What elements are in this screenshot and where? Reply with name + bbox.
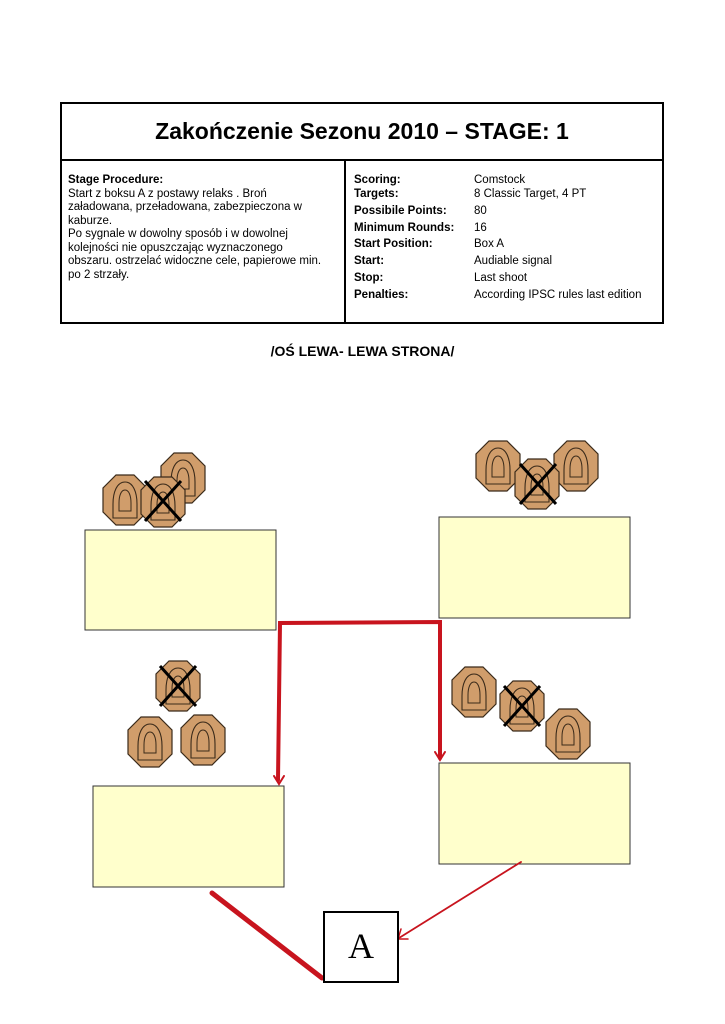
procedure-line: kaburze. (68, 214, 113, 227)
target-group-top-left (103, 453, 205, 527)
paper-target (476, 441, 520, 491)
procedure-line: po 2 strzały. (68, 268, 130, 281)
shooting-area-top-left (85, 530, 276, 630)
paper-target (181, 715, 225, 765)
info-value: 80 (474, 204, 487, 217)
procedure-line: kolejności nie opuszczając wyznaczonego (68, 241, 283, 254)
path-to-start-left (212, 893, 322, 978)
info-label: Minimum Rounds: (354, 221, 455, 234)
procedure-line: Po sygnale w dowolny sposób i w dowolnej (68, 228, 288, 240)
info-value: According IPSC rules last edition (474, 288, 642, 301)
info-label: Stop: (354, 271, 384, 284)
path-to-start-right (399, 862, 521, 938)
start-box-label: A (348, 926, 374, 966)
info-value: Last shoot (474, 271, 528, 284)
shooting-area-bottom-right (439, 763, 630, 864)
info-value: 16 (474, 221, 487, 234)
paper-target (554, 441, 598, 491)
procedure-line: Start z boksu A z postawy relaks . Broń (68, 187, 267, 200)
procedure-label: Stage Procedure: (68, 174, 164, 186)
path-between-areas (278, 622, 440, 780)
info-label: Possibile Points: (354, 204, 447, 217)
info-value: Box A (474, 238, 505, 251)
diagram-subtitle: /OŚ LEWA- LEWA STRONA/ (270, 343, 455, 359)
paper-target (128, 717, 172, 767)
info-label: Start Position: (354, 238, 433, 251)
shooting-area-bottom-left (93, 786, 284, 887)
procedure-line: obszaru. ostrzelać widoczne cele, papierowe min. (68, 255, 322, 267)
info-label: Start: (354, 255, 385, 268)
target-group-bottom-left (128, 661, 225, 767)
target-group-bottom-right (452, 667, 590, 759)
shooting-area-top-right (439, 517, 630, 618)
target-group-top-right (476, 441, 598, 509)
info-label: Penalties: (354, 288, 409, 301)
paper-target (103, 475, 147, 525)
paper-target (452, 667, 496, 717)
info-value: 8 Classic Target, 4 PT (474, 188, 587, 200)
info-value: Comstock (474, 174, 526, 186)
info-label: Scoring: (354, 174, 401, 186)
paper-target (546, 709, 590, 759)
procedure-line: załadowana, przeładowana, zabezpieczona w (68, 201, 302, 213)
info-label: Targets: (354, 188, 399, 200)
info-value: Audiable signal (474, 255, 553, 268)
stage-title: Zakończenie Sezonu 2010 – STAGE: 1 (62, 104, 662, 161)
